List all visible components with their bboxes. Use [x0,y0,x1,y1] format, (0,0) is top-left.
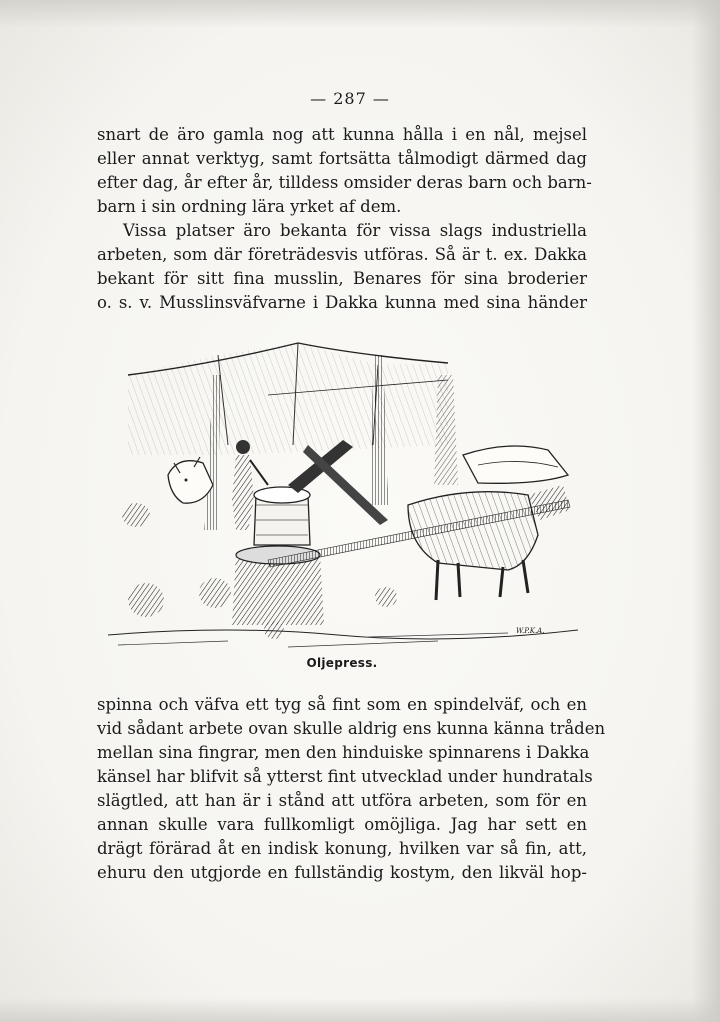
text-line: arbeten, som där företrädesvis utföras. Så är t. ex. Dakka [97,245,587,264]
text-line: vid sådant arbete ovan skulle aldrig ens kunna känna tråden [97,719,606,738]
text-line: bekant för sitt fina musslin, Benares för sina broderier [97,269,587,288]
tree-trunk [434,375,458,485]
page-edge-top [0,0,720,28]
text-line: efter dag, år efter år, tilldess omsider deras barn och barn- [97,173,592,192]
text-line: drägt förärad åt en indisk konung, hvilken var så fin, att, [97,839,587,858]
text-line: o. s. v. Musslinsväfvarne i Dakka kunna med sina händer [97,293,587,312]
text-line: spinna och väfva ett tyg så fint som en spindelväf, och en [97,695,587,714]
ox-right [408,485,570,600]
oil-press-engraving [108,335,578,653]
clay-pot [199,578,231,608]
text-line: annan skulle vara fullkomligt omöjliga. Jag har sett en [97,815,587,834]
clay-pot [122,503,150,527]
text-line: eller annat verktyg, samt fortsätta tålmodigt därmed dag [97,149,587,168]
text-line: Vissa platser äro bekanta för vissa slags industriella [123,221,587,240]
text-line: barn i sin ordning lära yrket af dem. [97,197,402,216]
clay-pot [375,587,397,607]
ground-line [108,630,578,639]
figure-caption: Oljepress. [306,656,378,670]
text-line: slägtled, att han är i stånd att utföra arbeten, som för en [97,791,587,810]
text-line: känsel har blifvit så ytterst fint utvecklad under hundratals [97,767,593,786]
ground-hatch [118,633,508,647]
text-line: mellan sina fingrar, men den hinduiske spinnarens i Dakka [97,743,590,762]
tent-cloth [128,343,448,455]
page-edge-right [692,0,720,1022]
text-line: ehuru den utgjorde en fullständig kostym, den likväl hop- [97,863,587,882]
page-edge-bottom [0,998,720,1022]
clay-pot [128,583,164,617]
text-line: snart de äro gamla nog att kunna hålla i en nål, mejsel [97,125,587,144]
page-number: — 287 — [310,89,390,108]
engraver-signature: W.P.K.A. [516,627,545,635]
